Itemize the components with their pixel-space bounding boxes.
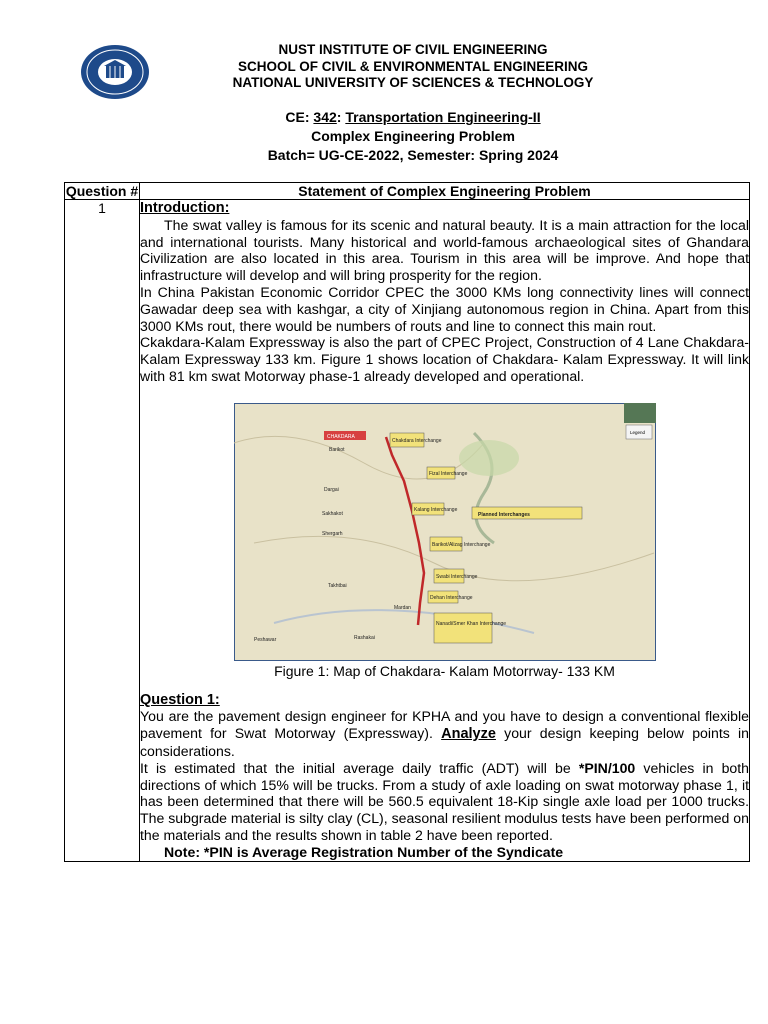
figure-caption: Figure 1: Map of Chakdara- Kalam Motorrway- 133 KM [274, 662, 615, 679]
svg-text:Mardan: Mardan [394, 604, 411, 611]
svg-text:Shergarh: Shergarh [322, 530, 343, 537]
institute-name: NUST INSTITUTE OF CIVIL ENGINEERING [278, 42, 548, 57]
svg-text:Peshawar: Peshawar [254, 636, 277, 643]
course-subtitle: Complex Engineering Problem [311, 128, 515, 144]
question1-paragraph-1: You are the pavement design engineer for KPHA and you have to design a conventional flexible pavement for Swat Motorway (Expressway). Analyze your design keeping below points in considerations. [140, 708, 749, 759]
svg-text:Fizal Interchange: Fizal Interchange [429, 470, 468, 477]
question-number-header: Question # [65, 183, 139, 199]
intro-heading: Introduction: [140, 200, 230, 216]
table-row [65, 200, 750, 862]
institution-header [120, 42, 706, 92]
svg-text:Chakdara Interchange: Chakdara Interchange [392, 437, 442, 444]
svg-text:Swabi Interchange: Swabi Interchange [436, 573, 478, 580]
school-name: SCHOOL OF CIVIL & ENVIRONMENTAL ENGINEERING [237, 58, 589, 74]
question-number: 1 [65, 200, 140, 862]
course-code: 342 [313, 109, 337, 125]
pin-expression: *PIN/100 [578, 759, 636, 776]
intro-paragraph-3: Ckakdara-Kalam Expressway is also the part of CPEC Project, Construction of 4 Lane Chakdara-Kalam Expressway 133 km. Figure 1 shows location of Chakdara- Kalam Expressway. It will link with 81 km swat Motorway phase-1 already developed and operational. [140, 334, 749, 384]
svg-text:Planned Interchanges: Planned Interchanges [478, 511, 530, 518]
course-header [120, 108, 706, 165]
question1-paragraph-2: It is estimated that the initial average daily traffic (ADT) will be *PIN/100 vehicles in both directions of which 15% will be trucks. From a study of axle loading on swat motorway phase 1, it has been determined that there will be 560.5 equivalent 18-Kip single axle load per 1000 trucks. The subgrade material is silty clay (CL), seasonal resilient modulus tests have been performed on the materials and the results shown in table 2 have been reported. [140, 759, 749, 843]
svg-text:Dehan Interchange: Dehan Interchange [430, 594, 473, 601]
analyze-keyword: Analyze [441, 726, 496, 743]
svg-text:Legend: Legend [630, 429, 646, 435]
course-title: Transportation Engineering-II [345, 109, 541, 125]
svg-text:Rashakai: Rashakai [354, 634, 375, 641]
svg-text:Barikot: Barikot [329, 446, 345, 453]
svg-text:Dargai: Dargai [324, 486, 339, 493]
svg-text:Nanadi/Smer Khan Interchange: Nanadi/Smer Khan Interchange [436, 620, 507, 627]
course-line: CE: 342: Transportation Engineering-II [285, 109, 541, 125]
pin-note: Note: *PIN is Average Registration Number of the Syndicate [164, 843, 564, 860]
svg-text:Barikot/Alizag Interchange: Barikot/Alizag Interchange [432, 541, 491, 548]
svg-text:Takhtbai: Takhtbai [328, 582, 347, 589]
route-map-figure [234, 403, 656, 661]
table-header-row [65, 183, 750, 200]
problem-statement [140, 200, 750, 862]
statement-header: Statement of Complex Engineering Problem [140, 183, 750, 200]
route-map-image [234, 403, 656, 661]
svg-text:CHAKDARA: CHAKDARA [327, 433, 355, 440]
intro-paragraph-1: The swat valley is famous for its scenic and natural beauty. It is a main attraction for the local and international tourists. Many historical and world-famous archaeological sites of Ghandara Civilization are also located in this area. Tourism in this area will be improve. And hope that infrastructure will develop and will bring prosperity for the region. [140, 216, 749, 284]
university-name: NATIONAL UNIVERSITY OF SCIENCES & TECHNOLOGY [232, 75, 594, 90]
svg-text:Kalang Interchange: Kalang Interchange [414, 506, 458, 513]
problem-table [64, 182, 750, 862]
intro-paragraph-2: In China Pakistan Economic Corridor CPEC the 3000 KMs long connectivity lines will connect Gawadar deep sea with kashgar, a city of Xinjiang autonomous region in China. Apart from this 3000 KMs rout, there would be numbers of routs and line to connect this main rout. [140, 283, 749, 334]
svg-text:Sakhakot: Sakhakot [322, 510, 343, 517]
question1-heading: Question 1: [140, 691, 220, 708]
batch-info: Batch= UG-CE-2022, Semester: Spring 2024 [267, 147, 559, 163]
